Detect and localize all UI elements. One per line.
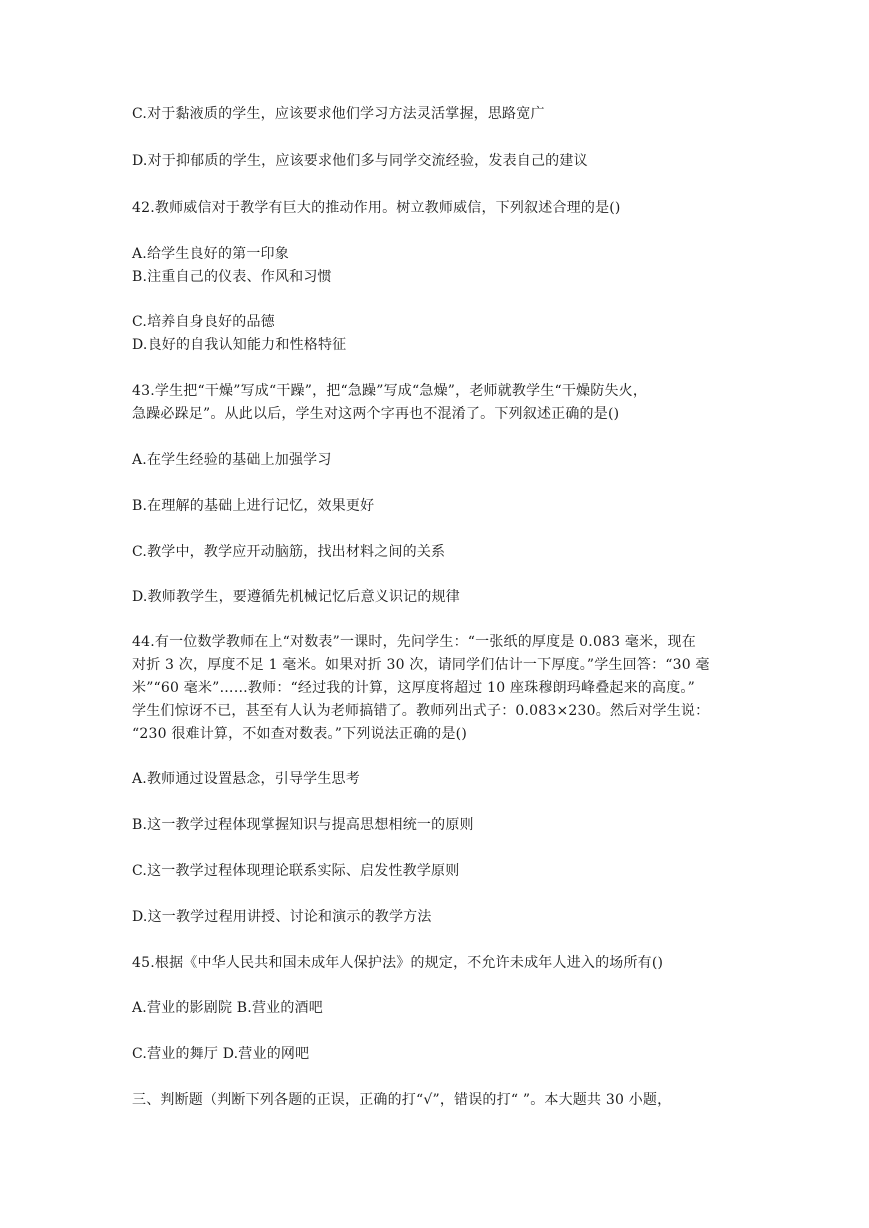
q45-stem: 45.根据《中华人民共和国未成年人保护法》的规定，不允许未成年人进入的场所有(): [132, 955, 664, 971]
q42-option-d: D.良好的自我认知能力和性格特征: [132, 337, 347, 353]
q44-option-d: D.这一教学过程用讲授、讨论和演示的教学方法: [132, 909, 432, 925]
q44-stem-line2: 对折 3 次，厚度不足 1 毫米。如果对折 30 次，请同学们估计一下厚度。”学生回答：“30 毫: [132, 657, 710, 673]
q44-stem-line4: 学生们惊讶不已，甚至有人认为老师搞错了。教师列出式子：0.083×230。然后对学生说：: [132, 703, 710, 719]
q43-stem-line2: 急躁必跺足”。从此以后，学生对这两个字再也不混淆了。下列叙述正确的是(): [132, 406, 620, 422]
q44-option-b: B.这一教学过程体现掌握知识与提高思想相统一的原则: [132, 817, 474, 833]
q43-stem-line1: 43.学生把“干燥”写成“干躁”，把“急躁”写成“急燥”，老师就教学生“干燥防失火，: [132, 383, 648, 399]
q44-stem-line1: 44.有一位数学教师在上“对数表”一课时，先问学生：“一张纸的厚度是 0.083 毫米，现在: [132, 634, 696, 650]
q44-option-a: A.教师通过设置悬念，引导学生思考: [132, 771, 360, 787]
q44-stem-line5: “230 很难计算，不如查对数表。”下列说法正确的是(): [132, 726, 468, 742]
q44-stem-line3: 米”“60 毫米”……教师：“经过我的计算，这厚度将超过 10 座珠穆朗玛峰叠起来的高度。”: [132, 680, 695, 696]
q44-option-c: C.这一教学过程体现理论联系实际、启发性教学原则: [132, 863, 460, 879]
q42-option-a: A.给学生良好的第一印象: [132, 246, 289, 262]
q43-option-a: A.在学生经验的基础上加强学习: [132, 452, 332, 468]
q42-stem: 42.教师威信对于教学有巨大的推动作用。树立教师威信，下列叙述合理的是(): [132, 200, 621, 216]
q43-option-b: B.在理解的基础上进行记忆，效果更好: [132, 498, 375, 514]
q45-options-cd: C.营业的舞厅 D.营业的网吧: [132, 1046, 310, 1062]
q43-option-d: D.教师教学生，要遵循先机械记忆后意义识记的规律: [132, 589, 460, 605]
q45-options-ab: A.营业的影剧院 B.营业的酒吧: [132, 1000, 323, 1016]
q42-option-c: C.培养自身良好的品德: [132, 314, 275, 330]
q41-option-d: D.对于抑郁质的学生，应该要求他们多与同学交流经验，发表自己的建议: [132, 153, 588, 169]
section3-heading: 三、判断题（判断下列各题的正误，正确的打“√”，错误的打“ ”。本大题共 30 小题，: [132, 1092, 672, 1108]
q43-option-c: C.教学中，教学应开动脑筋，找出材料之间的关系: [132, 544, 446, 560]
q41-option-c: C.对于黏液质的学生，应该要求他们学习方法灵活掌握，思路宽广: [132, 106, 545, 122]
q42-option-b: B.注重自己的仪表、作风和习惯: [132, 269, 332, 285]
